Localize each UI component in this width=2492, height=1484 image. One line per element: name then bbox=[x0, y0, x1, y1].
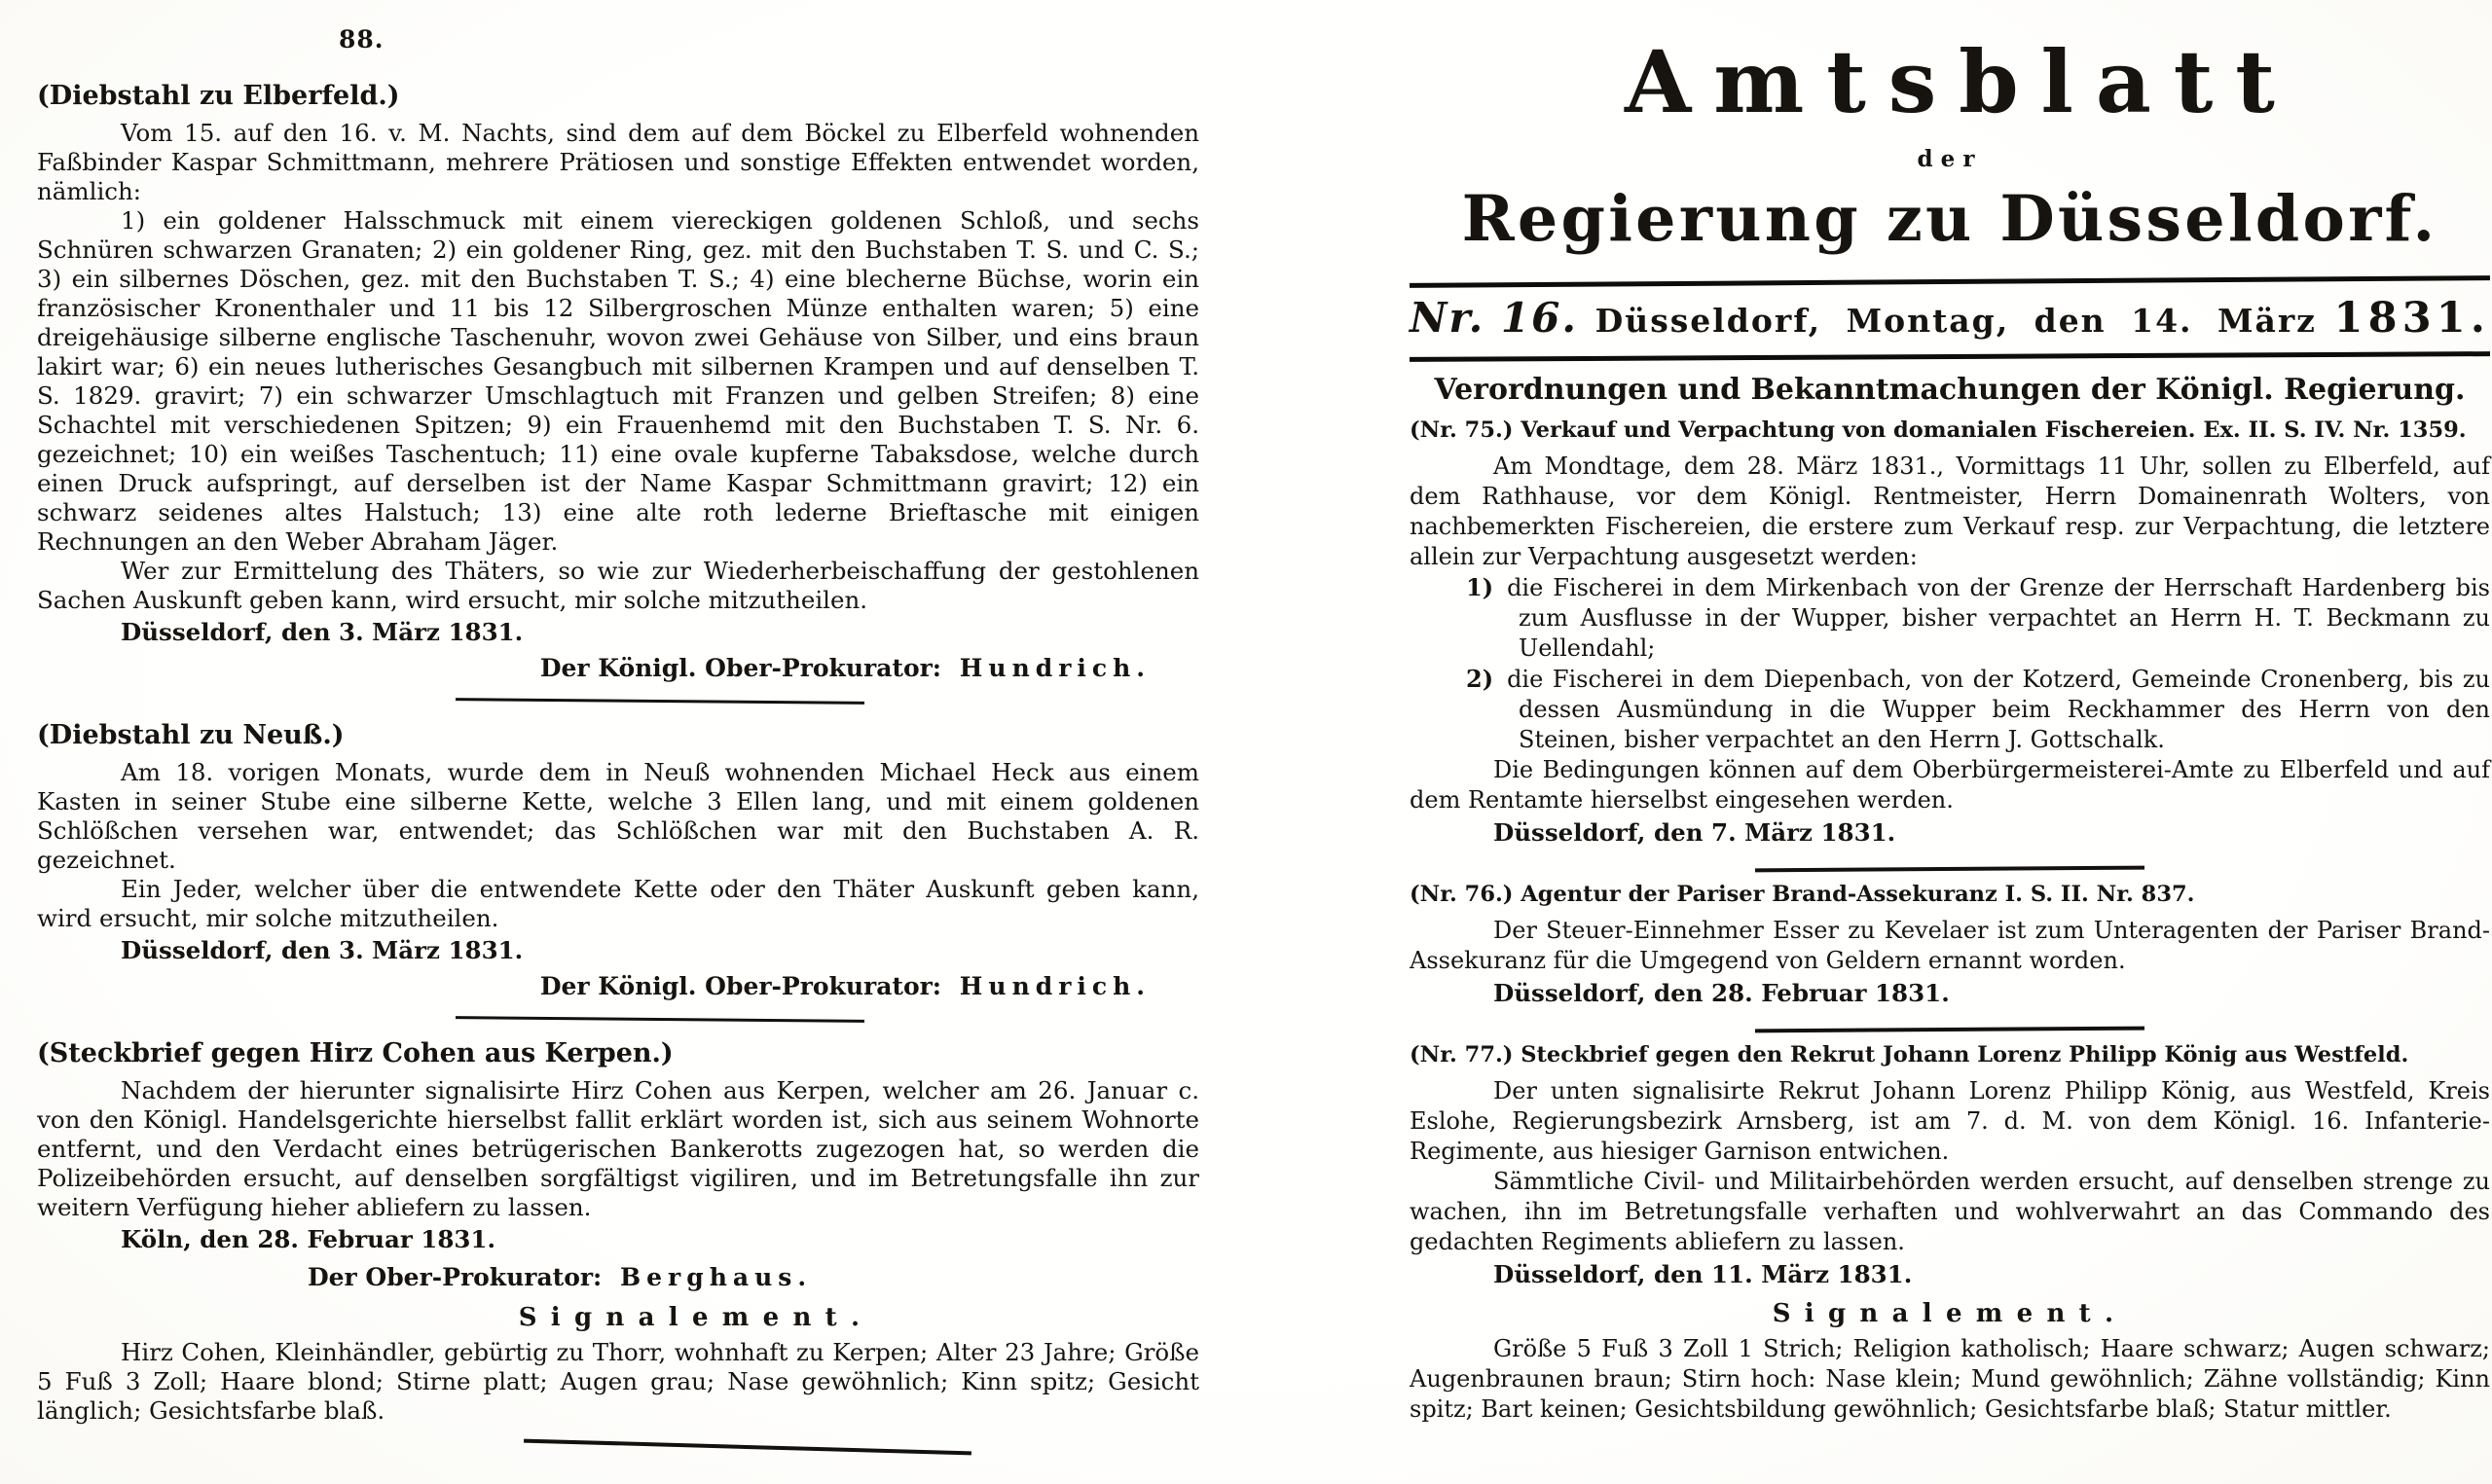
section-steckbrief-cohen bbox=[37, 1038, 1199, 1449]
article-divider-rule bbox=[1755, 866, 2144, 873]
masthead-der: der bbox=[1917, 146, 1983, 172]
page-end-rule bbox=[524, 1439, 971, 1456]
section-diebstahl-elberfeld bbox=[37, 81, 1199, 703]
paragraph: Vom 15. auf den 16. v. M. Nachts, sind dem auf dem Böckel zu Elberfeld wohnenden Faßbinder Kaspar Schmittmann, mehrere Prätiosen und sonstige Effekten entwendet worden, nämlich: bbox=[37, 119, 1199, 205]
section-divider-rule bbox=[456, 1016, 864, 1023]
section-heading: (Diebstahl zu Neuß.) bbox=[37, 720, 345, 750]
signature-role: Der Ober-Prokurator: bbox=[307, 1263, 603, 1291]
list-item bbox=[1410, 664, 2490, 755]
list-text: die Fischerei in dem Mirkenbach von der Grenze der Herrschaft Hardenberg bis zum Ausflusse in der Wupper, bisher verpachtet an Herrn H. T. Beckmann zu Uellendahl; bbox=[1507, 574, 2490, 662]
masthead-rule-top bbox=[1410, 275, 2490, 288]
article-nr-75 bbox=[1410, 416, 2490, 871]
signature-name: Hundrich. bbox=[959, 972, 1151, 1000]
page-left bbox=[37, 25, 1199, 1449]
stolen-items-paragraph: 1) ein goldener Halsschmuck mit einem viereckigen goldenen Schloß, und sechs Schnüren schwarzen Granaten; 2) ein goldener Ring, gez. mit den Buchstaben T. S. und C. S.; 3) ein silbernes Döschen, gez. mit den Buchstaben T. S.; 4) eine blecherne Büchse, worin ein französischer Kronenthaler und 11 bis 12 Silbergroschen Münze enthalten waren; 5) eine dreigehäusige silberne englische Taschenuhr, wovon zwei Gehäuse von Silber, und eins braun lakirt war; 6) ein neues lutherisches Gesangbuch mit silbernen Krampen und auf denselben T. S. 1829. gravirt; 7) ein schwarzer Umschlagtuch mit Franzen und gelben Streifen; 8) eine Schachtel mit verschiedenen Spitzen; 9) ein Frauenhemd mit den Buchstaben T. S. Nr. 6. gezeichnet; 10) ein weißes Taschentuch; 11) eine ovale kupferne Tabaksdose, welche durch einen Druck aufspringt, auf derselben ist der Name Kaspar Schmittmann gravirt; 12) ein schwarz seidenes altes Halstuch; 13) eine alte roth lederne Brieftasche mit einigen Rechnungen an den Weber Abraham Jäger. bbox=[37, 206, 1199, 556]
paragraph: Der unten signalisirte Rekrut Johann Lorenz Philipp König, aus Westfeld, Kreis Eslohe, Regierungsbezirk Arnsberg, ist am 7. d. M. von dem Königl. 16. Infanterie-Regimente, aus hiesiger Garnison entwichen. bbox=[1410, 1077, 2490, 1165]
list-marker: 1) bbox=[1466, 573, 1494, 601]
signature-line bbox=[37, 1262, 1082, 1293]
article-nr-77 bbox=[1410, 1041, 2490, 1425]
article-divider-rule bbox=[1755, 1027, 2144, 1033]
section-heading: (Diebstahl zu Elberfeld.) bbox=[37, 81, 400, 111]
article-heading: (Nr. 76.) Agentur der Pariser Brand-Assekuranz I. S. II. Nr. 837. bbox=[1410, 882, 2195, 907]
masthead bbox=[1410, 31, 2490, 256]
issue-date: Düsseldorf, Montag, den 14. März bbox=[1594, 302, 2317, 340]
masthead-subtitle: Regierung zu Düsseldorf. bbox=[1461, 182, 2438, 256]
paragraph: Die Bedingungen können auf dem Oberbürgermeisterei-Amte zu Elberfeld und auf dem Rentamte hierselbst eingesehen werden. bbox=[1410, 756, 2490, 814]
list-item bbox=[1410, 572, 2490, 664]
issue-number: Nr. 16. bbox=[1410, 294, 1578, 342]
paragraph: Nachdem der hierunter signalisirte Hirz Cohen aus Kerpen, welcher am 26. Januar c. von den Königl. Handelsgerichte hierselbst fallit erklärt worden ist, sich aus seinem Wohnorte entfernt, und den Verdacht eines betrügerischen Bankerotts zugezogen hat, so werden die Polizeibehörden ersucht, auf denselben sorgfältigst vigiliren, und im Betretungsfalle ihn zur weitern Verfügung hieher abliefern zu lassen. bbox=[37, 1076, 1199, 1221]
signalement-paragraph: Größe 5 Fuß 3 Zoll 1 Strich; Religion katholisch; Haare schwarz; Augen schwarz; Augenbraunen braun; Stirn hoch: Nase klein; Mund gewöhnlich; Zähne vollständig; Kinn spitz; Bart keinen; Gesichtsbildung gewöhnlich; Gesichtsfarbe blaß; Statur mittler. bbox=[1410, 1335, 2490, 1423]
dateline: Düsseldorf, den 28. Februar 1831. bbox=[1493, 979, 1950, 1007]
dateline: Düsseldorf, den 7. März 1831. bbox=[1493, 818, 1896, 847]
section-heading: (Steckbrief gegen Hirz Cohen aus Kerpen.) bbox=[37, 1038, 674, 1068]
paragraph: Am 18. vorigen Monats, wurde dem in Neuß wohnenden Michael Heck aus einem Kasten in seiner Stube eine silberne Kette, welche 3 Ellen lang, und mit einem goldenen Schlößchen versehen war, entwendet; das Schlößchen war mit den Buchstaben A. R. gezeichnet. bbox=[37, 758, 1199, 874]
paragraph: Am Mondtage, dem 28. März 1831., Vormittags 11 Uhr, sollen zu Elberfeld, auf dem Rathhause, vor dem Königl. Rentmeister, Herrn Domainenrath Wolters, von nachbemerkten Fischereien, die erstere zum Verkauf resp. zur Verpachtung, die letztere allein zur Verpachtung ausgesetzt werden: bbox=[1410, 452, 2490, 570]
signalement-heading: Signalement. bbox=[1772, 1299, 2128, 1328]
dateline: Düsseldorf, den 3. März 1831. bbox=[121, 936, 524, 964]
article-heading: (Nr. 77.) Steckbrief gegen den Rekrut Johann Lorenz Philipp König aus Westfeld. bbox=[1410, 1042, 2409, 1068]
signature-line bbox=[37, 971, 1151, 1002]
article-nr-76 bbox=[1410, 881, 2490, 1032]
signature-name: Hundrich. bbox=[959, 654, 1151, 682]
regulations-heading: Verordnungen und Bekanntmachungen der Königl. Regierung. bbox=[1434, 373, 2466, 407]
paragraph: Der Steuer-Einnehmer Esser zu Kevelaer ist zum Unteragenten der Pariser Brand-Assekuranz für die Umgegend von Geldern ernannt worden. bbox=[1410, 917, 2490, 974]
signalement-paragraph: Hirz Cohen, Kleinhändler, gebürtig zu Thorr, wohnhaft zu Kerpen; Alter 23 Jahre; Größe 5 Fuß 3 Zoll; Haare blond; Stirne platt; Augen grau; Nase gewöhnlich; Kinn spitz; Gesicht länglich; Gesichtsfarbe blaß. bbox=[37, 1338, 1199, 1425]
issue-year: 1831. bbox=[2333, 294, 2490, 343]
signature-line bbox=[37, 653, 1151, 684]
paragraph: Ein Jeder, welcher über die entwendete Kette oder den Thäter Auskunft geben kann, wird ersucht, mir solche mitzutheilen. bbox=[37, 875, 1199, 932]
paragraph: Sämmtliche Civil- und Militairbehörden werden ersucht, auf denselben strenge zu wachen, ihn im Betretungsfalle verhaften und wohlverwahrt an das Commando des gedachten Regiments abliefern zu lassen. bbox=[1410, 1168, 2490, 1255]
list-marker: 2) bbox=[1466, 665, 1494, 693]
list-text: die Fischerei in dem Diepenbach, von der Kotzerd, Gemeinde Cronenberg, bis zu dessen Ausmündung in die Wupper beim Reckhammer des Herrn von den Steinen, bisher verpachtet an den Herrn J. Gottschalk. bbox=[1507, 666, 2490, 753]
section-divider-rule bbox=[456, 698, 864, 705]
signature-name: Berghaus. bbox=[620, 1263, 813, 1291]
signature-role: Der Königl. Ober-Prokurator: bbox=[539, 972, 942, 1000]
issue-line bbox=[1410, 294, 2490, 343]
section-diebstahl-neuss bbox=[37, 720, 1199, 1021]
dateline: Düsseldorf, den 11. März 1831. bbox=[1493, 1260, 1913, 1288]
page-number: 88. bbox=[339, 25, 385, 54]
signalement-heading: Signalement. bbox=[518, 1303, 874, 1332]
masthead-title: Amtsblatt bbox=[1625, 31, 2297, 132]
dateline: Köln, den 28. Februar 1831. bbox=[121, 1225, 496, 1253]
paragraph: Wer zur Ermittelung des Thäters, so wie zur Wiederherbeischaffung der gestohlenen Sachen Auskunft geben kann, wird ersucht, mir solche mitzutheilen. bbox=[37, 557, 1199, 614]
signature-role: Der Königl. Ober-Prokurator: bbox=[539, 654, 942, 682]
masthead-rule-bottom bbox=[1410, 351, 2490, 362]
article-heading: (Nr. 75.) Verkauf und Verpachtung von domanialen Fischereien. Ex. II. S. IV. Nr. 1359. bbox=[1410, 417, 2467, 443]
page-right bbox=[1410, 18, 2490, 1425]
dateline: Düsseldorf, den 3. März 1831. bbox=[121, 618, 524, 646]
